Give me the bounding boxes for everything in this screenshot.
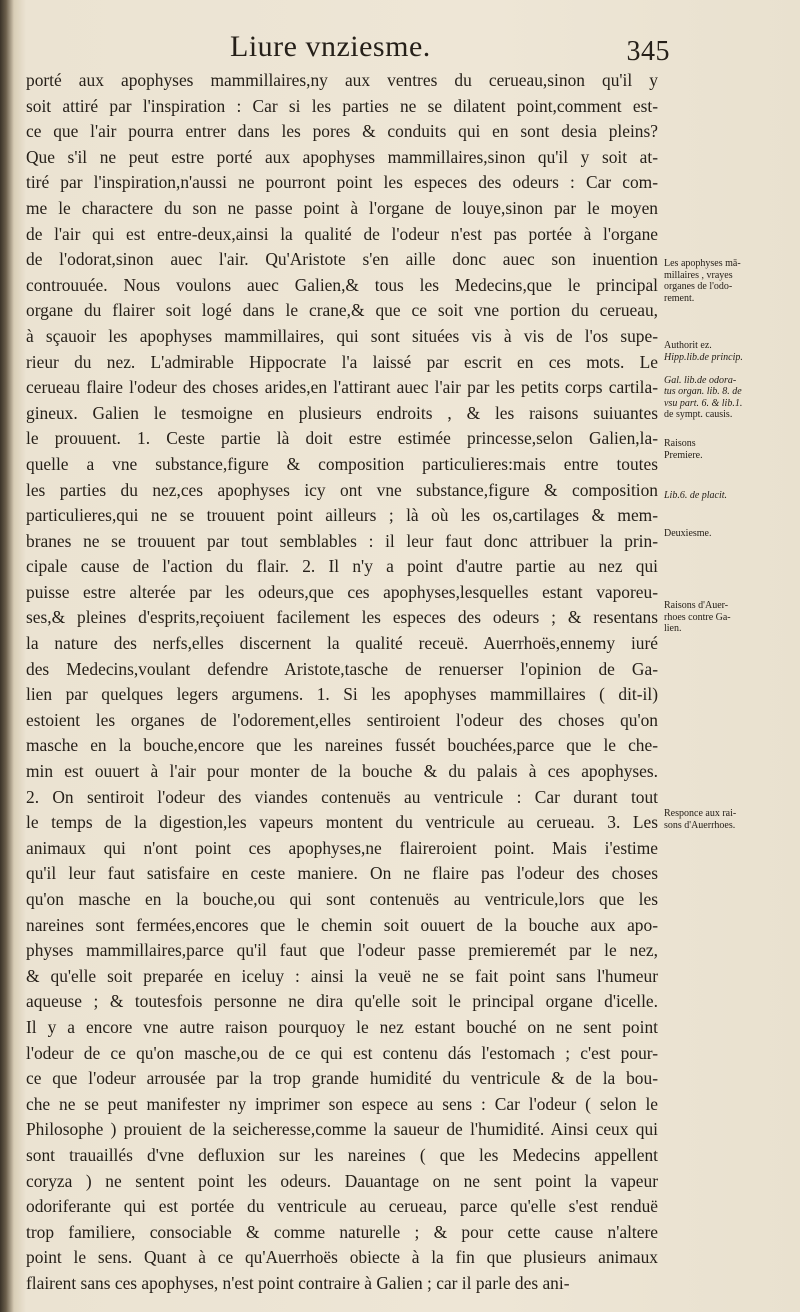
text-line: soit attiré par l'inspiration : Car si les parties ne se dilatent point,comment est- (26, 95, 658, 116)
margin-note-line: Authorit ez. (664, 340, 712, 351)
text-line: l'odeur de ce qu'on masche,ou de ce qui est contenu dás l'estomach ; c'est pour- (26, 1042, 658, 1063)
margin-note-line: Premiere. (664, 449, 703, 461)
margin-note-line: sons d'Auerrhoes. (664, 819, 736, 831)
text-line: la nature des nerfs,elles discernent la qualité receuë. Auerrhoës,ennemy iuré (26, 633, 658, 654)
margin-note-line: millaires , vrayes (664, 269, 733, 281)
text-line: branes ne se trouuent par tout semblables : il leur faut donc attribuer la prin- (26, 530, 658, 551)
running-header (230, 30, 670, 70)
margin-note-line: organes de l'odo- (664, 281, 733, 292)
text-line: ce que l'odeur arrousée par la trop grande humidité du ventricule & de la bou- (26, 1068, 658, 1089)
text-line: sont trauaillés d'vne defluxion sur les nareines ( que les Medecins appellent (26, 1144, 658, 1165)
text-line: ses,& pleines d'esprits,reçoiuent facilement les especes des odeurs ; & resentans (26, 607, 658, 628)
text-line: lien par quelques legers argumens. 1. Si les apophyses mammillaires ( dit-il) (26, 684, 658, 705)
text-line: controuuée. Nous voulons auec Galien,& tous les Medecins,que le principal (26, 274, 658, 295)
text-line: Il y a encore vne autre raison pourquoy le nez estant bouché on ne sent point (26, 1016, 658, 1037)
text-line: masche en la bouche,encore que les nareines fussét bouchées,parce que le che- (26, 735, 658, 756)
text-line: à sçauoir les apophyses mammillaires, qui sont situées vis à vis de l'os supe- (26, 325, 658, 346)
text-line: de l'odorat,sinon auec l'air. Qu'Aristote s'en aille donc auec son inuention (26, 249, 658, 270)
text-line: physes mammillaires,parce qu'il faut que l'odeur passe premieremét par le nez, (26, 940, 658, 961)
text-line: animaux qui n'ont point ces apophyses,ne flaireroient point. Mais i'estime (26, 837, 658, 858)
margin-note-line: Les apophyses mā- (664, 258, 741, 269)
margin-note-line: Hipp.lib.de princip. (664, 351, 743, 363)
margin-note-line: rhoes contre Ga- (664, 611, 731, 623)
text-line: particulieres,qui ne se trouuent point ailleurs ; là où les os,cartilages & mem- (26, 505, 658, 526)
margin-note-line: Lib.6. de placit. (664, 490, 728, 501)
margin-note-line: Raisons (664, 438, 696, 449)
text-line: Que s'il ne peut estre porté aux apophyses mammillaires,sinon qu'il y soit at- (26, 146, 658, 167)
text-line: de l'air qui est entre-deux,ainsi la qualité de l'odeur n'est pas portée à l'organe (26, 223, 658, 244)
margin-note-2 (664, 340, 796, 421)
text-line: 2. On sentiroit l'odeur des viandes contenuës au ventricule : Car durant tout (26, 786, 658, 807)
margin-note-line: Raisons d'Auer- (664, 600, 729, 611)
margin-note-line: de sympt. causis. (664, 409, 733, 420)
margin-note-5 (664, 528, 796, 540)
margin-note-line: lien. (664, 623, 682, 634)
margin-note-3 (664, 438, 796, 461)
text-line: qu'on masche en la bouche,ou qui sont contenuës au ventricule,lors que les (26, 889, 658, 909)
text-line: cipale cause de l'action du flair. 2. Il n'y a point d'autre partie au nez qui (26, 556, 658, 577)
margin-note-1 (664, 258, 796, 304)
text-line: nareines sont fermées,encores que le chemin soit ouuert de la bouche aux apo- (26, 914, 658, 935)
text-line: estoient les organes de l'odorement,elles sentiroient l'odeur des choses qu'on (26, 709, 658, 730)
margin-note-line: Gal. lib.de odora- (664, 374, 737, 386)
text-line: & qu'elle soit preparée en iceluy : ainsi la veuë ne se fait point sans l'humeur (26, 965, 658, 986)
text-line: quelle a vne substance,figure & composition particulieres:mais entre toutes (26, 453, 658, 474)
running-title: Liure vnziesme. (230, 30, 431, 63)
text-line: min est ouuert à l'air pour monter de la bouche & du palais à ces apophyses. (26, 761, 658, 782)
margin-note-4 (664, 490, 796, 502)
text-line: le prouuent. 1. Ceste partie là doit estre estimée princesse,selon Galien,la- (26, 428, 658, 449)
text-line: flairent sans ces apophyses, n'est point contraire à Galien ; car il parle des ani- (26, 1272, 570, 1293)
main-text-block (26, 68, 658, 1297)
margin-note-line: tus organ. lib. 8. de (664, 386, 742, 397)
text-line: les parties du nez,ces apophyses icy ont vne substance,figure & composition (26, 479, 658, 500)
text-line: rieur du nez. L'admirable Hippocrate l'a laissé par escrit en ces mots. Le (26, 351, 658, 372)
margin-note-line: rement. (664, 292, 695, 304)
margin-note-6 (664, 600, 796, 635)
margin-note-line: Responce aux rai- (664, 808, 737, 819)
text-line: tiré par l'inspiration,n'aussi ne pourront point les especes des odeurs : Car com- (26, 172, 658, 193)
text-line: qu'il leur faut satisfaire en ceste maniere. On ne flaire pas l'odeur des choses (26, 863, 658, 884)
text-line: gineux. Galien le tesmoigne en plusieurs endroits , & les raisons suiuantes (26, 402, 658, 423)
margin-note-line: vsu part. 6. & lib.1. (664, 397, 743, 409)
page-number: 345 (626, 36, 670, 67)
text-line: ce que l'air pourra entrer dans les pores & conduits qui en sont desia pleins? (26, 121, 658, 142)
text-line: Philosophe ) prouient de la seicheresse,comme la saueur de l'humidité. Ainsi ceux qui (26, 1119, 658, 1140)
text-line: trop familiere, consociable & comme naturelle ; & pour cette cause n'altere (26, 1221, 658, 1242)
text-line: porté aux apophyses mammillaires,ny aux ventres du cerueau,sinon qu'il y (26, 70, 658, 90)
text-line: le temps de la digestion,les vapeurs montent du ventricule au cerueau. 3. Les (26, 812, 658, 833)
text-line: point le sens. Quant à ce qu'Auerrhoës obiecte à la fin que plusieurs animaux (26, 1247, 658, 1268)
margin-note-line: Deuxiesme. (664, 528, 712, 539)
text-line: puisse estre alterée par les odeurs,que ces apophyses,lesquelles estant vaporeu- (26, 581, 658, 602)
text-line: des Medecins,voulant defendre Aristote,tasche de renuerser l'opinion de Ga- (26, 658, 658, 679)
margin-note-line (664, 363, 796, 375)
text-line: me le charactere du son ne passe point à l'organe de louye,sinon par le moyen (26, 197, 658, 218)
margin-note-7 (664, 808, 796, 831)
text-line: aqueuse ; & toutesfois personne ne dira qu'elle soit le principal organe d'icelle. (26, 991, 658, 1012)
text-line: coryza ) ne sentent point les odeurs. Dauantage on ne sent point la vapeur (26, 1170, 658, 1191)
text-line: cerueau flaire l'odeur des choses arides,en l'attirant auec l'air par les petits corps cartila- (26, 377, 658, 398)
text-line: organe du flairer soit logé dans le crane,& que ce soit vne portion du cerueau, (26, 300, 658, 321)
text-line: odoriferante qui est portée du ventricule au cerueau, parce qu'elle s'est renduë (26, 1196, 658, 1217)
text-line: che ne se peut manifester ny imprimer son espece au sens : Car l'odeur ( selon le (26, 1093, 658, 1114)
